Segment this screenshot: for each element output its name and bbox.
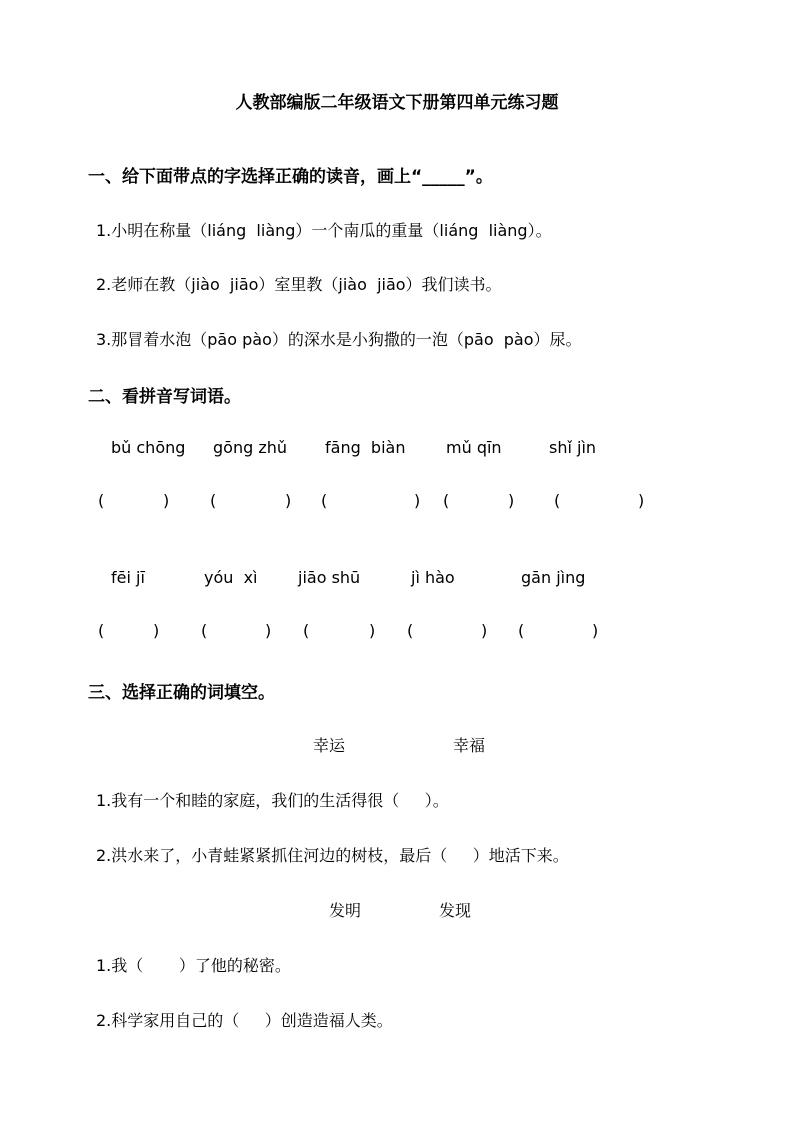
answer-blank-close: ): [163, 491, 170, 510]
answer-blank-open: (: [407, 621, 414, 640]
word-choice: 发现: [439, 901, 472, 920]
answer-blank-open: (: [443, 491, 450, 510]
pinyin-r1-1: bǔ chōng: [111, 438, 186, 457]
answer-blank-open: (: [321, 491, 328, 510]
answer-blank-open: (: [98, 491, 105, 510]
word-choice: 幸运: [313, 736, 346, 755]
pinyin-r2-1: fēi jī: [111, 568, 145, 587]
word-choice: 发明: [329, 901, 362, 920]
answer-blank-open: (: [303, 621, 310, 640]
pinyin-r2-3: jiāo shū: [298, 568, 361, 587]
answer-blank-close: ): [481, 621, 488, 640]
section3-heading: 三、选择正确的词填空。: [88, 683, 275, 703]
section1-item-3: 3.那冒着水泡（pāo pào）的深水是小狗撒的一泡（pāo pào）尿。: [96, 330, 582, 349]
pinyin-r2-4: jì hào: [411, 568, 455, 587]
answer-blank-close: ): [592, 621, 599, 640]
answer-blank-close: ): [153, 621, 160, 640]
word-choice: 幸福: [453, 736, 486, 755]
answer-blank-close: ): [638, 491, 645, 510]
answer-blank-open: (: [554, 491, 561, 510]
answer-blank-close: ): [369, 621, 376, 640]
section1-item-2: 2.老师在教（jiào jiāo）室里教（jiào jiāo）我们读书。: [96, 275, 502, 294]
pinyin-r1-3: fāng biàn: [325, 438, 406, 457]
pinyin-r2-5: gān jìng: [521, 568, 586, 587]
section3-group1-item-2: 2.洪水来了，小青蛙紧紧抓住河边的树枝，最后（ ）地活下来。: [96, 846, 569, 865]
pinyin-r1-2: gōng zhǔ: [213, 438, 288, 457]
section3-group1-item-1: 1.我有一个和睦的家庭，我们的生活得很（ ）。: [96, 791, 449, 810]
section1-heading: 一、给下面带点的字选择正确的读音，画上“_____”。: [88, 167, 493, 187]
section3-group2-item-1: 1.我（ ）了他的秘密。: [96, 956, 291, 975]
answer-blank-close: ): [265, 621, 272, 640]
answer-blank-close: ): [508, 491, 515, 510]
page-title: 人教部编版二年级语文下册第四单元练习题: [235, 93, 559, 113]
answer-blank-close: ): [285, 491, 292, 510]
section2-heading: 二、看拼音写词语。: [88, 387, 241, 407]
answer-blank-open: (: [98, 621, 105, 640]
answer-blank-close: ): [414, 491, 421, 510]
section3-group2-item-2: 2.科学家用自己的（ ）创造造福人类。: [96, 1011, 393, 1030]
answer-blank-open: (: [210, 491, 217, 510]
pinyin-r2-2: yóu xì: [204, 568, 258, 587]
section1-item-1: 1.小明在称量（liáng liàng）一个南瓜的重量（liáng liàng）。: [96, 221, 552, 240]
pinyin-r1-5: shǐ jìn: [549, 438, 597, 457]
pinyin-r1-4: mǔ qīn: [446, 438, 502, 457]
answer-blank-open: (: [201, 621, 208, 640]
answer-blank-open: (: [518, 621, 525, 640]
